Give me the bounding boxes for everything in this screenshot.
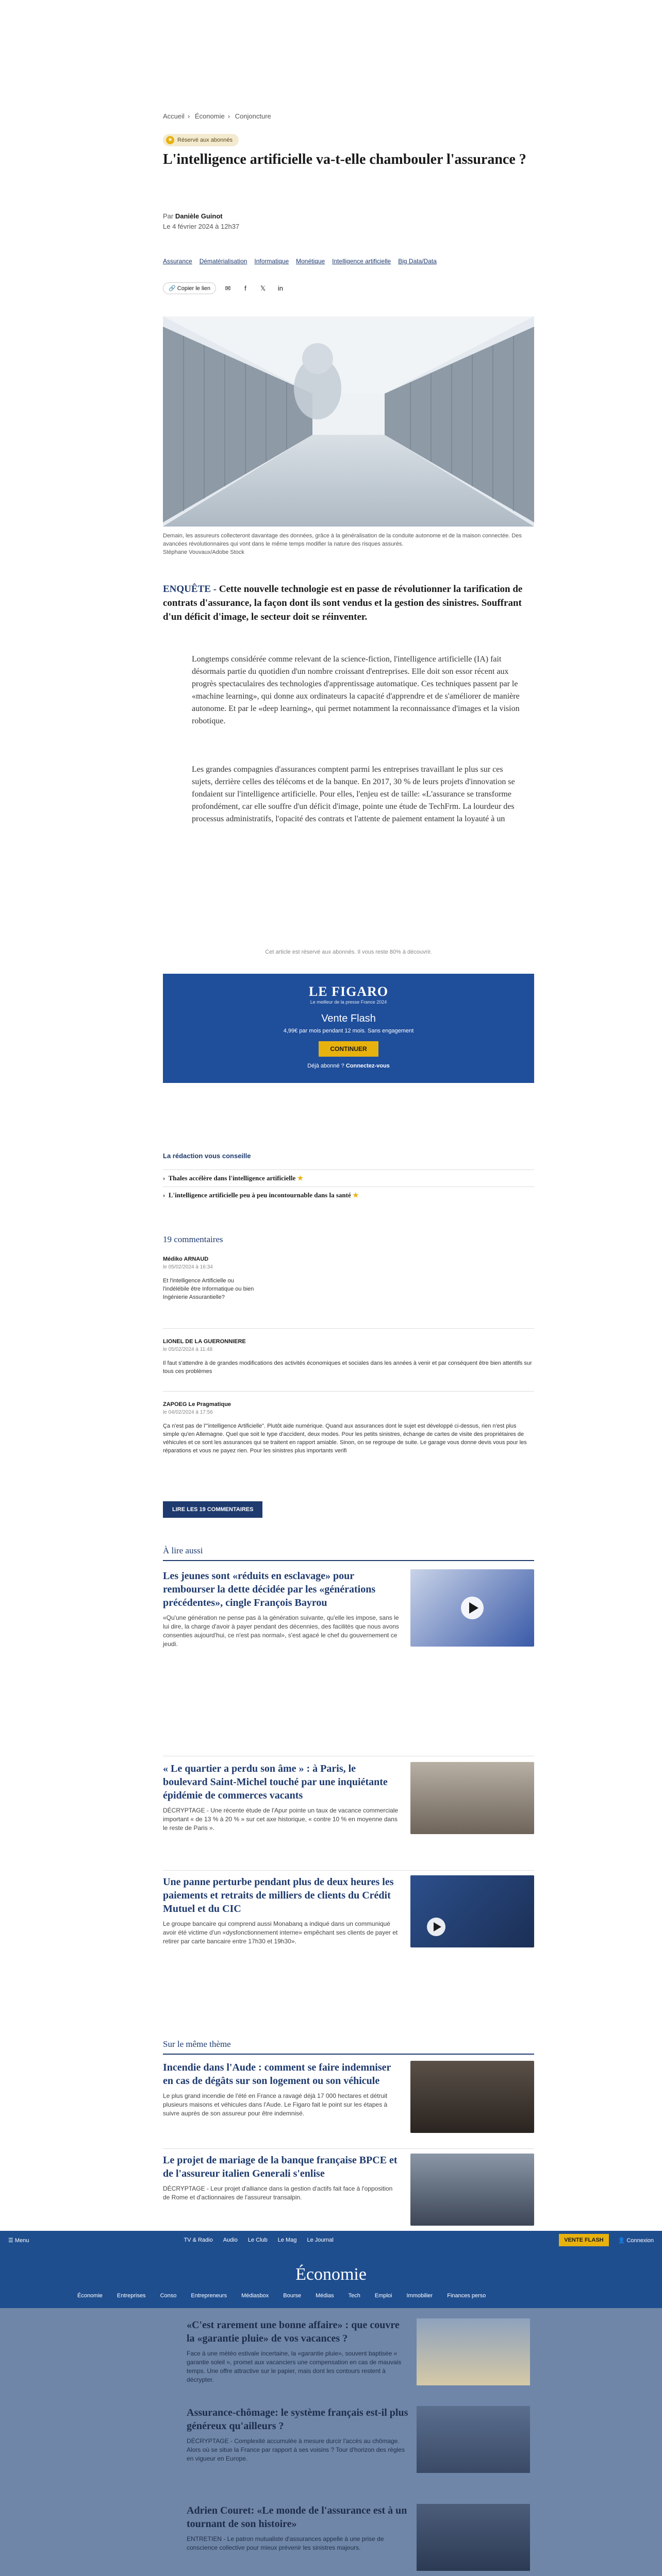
comment-author[interactable]: LIONEL DE LA GUERONNIERE bbox=[163, 1338, 246, 1345]
card-headline[interactable]: Adrien Couret: «Le monde de l'assurance est à un tournant de son histoire» bbox=[187, 2505, 407, 2530]
article-card[interactable] bbox=[187, 2504, 530, 2576]
breadcrumb: Accueil › Économie › Conjoncture bbox=[163, 112, 271, 120]
strip-link[interactable]: Le Mag bbox=[277, 2237, 297, 2243]
facebook-share-icon[interactable]: f bbox=[244, 284, 246, 292]
recommended-item[interactable]: › L'intelligence artificielle peu à peu incontournable dans la santé ★ bbox=[163, 1191, 359, 1199]
figaro-logo: LE FIGARO bbox=[308, 984, 389, 999]
offer-price: 4,99€ par mois pendant 12 mois. Sans engagement bbox=[283, 1028, 414, 1034]
image-caption: Demain, les assureurs collecteront davantage des données, grâce à la généralisation de la conduite autonome et de la maison connectée. Des avancées révolutionnaires qui vont dans le même temps modifier la nature des risques assurés. Stéphane Vouvaux/Adobe Stock bbox=[163, 533, 522, 555]
card-summary: DÉCRYPTAGE - Leur projet d'alliance dans la gestion d'actifs fait face à l'opposition de Rome et d'actionnaires de l'assureur transalpin. bbox=[163, 2185, 393, 2201]
menu-item[interactable]: Médias bbox=[316, 2293, 334, 2299]
breadcrumb-economie[interactable]: Économie bbox=[194, 112, 225, 120]
paywall-notice: Cet article est réservé aux abonnés. Il vous reste 80% à découvrir. bbox=[265, 949, 432, 955]
badge-label: Réservé aux abonnés bbox=[177, 137, 233, 143]
offer-title: Vente Flash bbox=[321, 1013, 376, 1024]
card-headline[interactable]: Incendie dans l'Aude : comment se faire indemniser en cas de dégâts sur son logement ou son véhicule bbox=[163, 2062, 391, 2087]
login-link[interactable]: Connectez-vous bbox=[345, 1063, 390, 1069]
menu-item[interactable]: Conso bbox=[160, 2293, 177, 2299]
article-title: L'intelligence artificielle va-t-elle chambouler l'assurance ? bbox=[163, 151, 526, 167]
breadcrumb-home[interactable]: Accueil bbox=[163, 112, 185, 120]
tag[interactable]: Informatique bbox=[254, 258, 289, 265]
card-summary: ENTRETIEN - Le patron mutualiste d'assurances appelle à une prise de conscience collective pour mieux prévenir les sinistres majeurs. bbox=[187, 2535, 384, 2551]
read-all-comments-button[interactable]: LIRE LES 19 COMMENTAIRES bbox=[163, 1501, 262, 1518]
email-share-icon[interactable]: ✉ bbox=[225, 284, 231, 292]
card-headline[interactable]: Les jeunes sont «réduits en esclavage» pour rembourser la dette décidée par les «générations précédentes», cingle François Bayrou bbox=[163, 1570, 376, 1608]
comment-date: le 04/02/2024 à 17:56 bbox=[163, 1410, 213, 1415]
byline: Par Danièle Guinot Le 4 février 2024 à 12h37 bbox=[163, 212, 240, 230]
linkedin-share-icon[interactable]: in bbox=[277, 284, 284, 292]
card-summary: DÉCRYPTAGE - Complexité accumulée à mesure durcir l'accès au chômage. Alors où se situe la France par rapport à ses voisins ? Tour d'horizon des règles en vigueur en Europe. bbox=[187, 2437, 405, 2462]
section-title: Économie bbox=[295, 2265, 367, 2284]
tag[interactable]: Big Data/Data bbox=[398, 258, 437, 265]
menu-item[interactable]: Entrepreneurs bbox=[191, 2293, 227, 2299]
strip-link[interactable]: TV & Radio bbox=[184, 2237, 213, 2243]
menu-item[interactable]: Entreprises bbox=[117, 2293, 146, 2299]
article-card[interactable] bbox=[163, 1875, 534, 1947]
article-paragraph: Les grandes compagnies d'assurances comptent parmi les entreprises travaillant le plus sur ces sujets, derrière celles des télécoms et de la banque. En 2017, 30 % de leurs projets d'innovation se fondaient sur l'intelligence artificielle. Pour elles, l'enjeu est de taille: «L'assurance se transforme profondément, car elle souffre d'un déficit d'image, pointe une étude de TechFrm. La lourdeur des processus administratifs, l'opacité des contrats et l'attente de paiement entament la loyauté à un bbox=[192, 765, 515, 823]
image-credit: Stéphane Vouvaux/Adobe Stock bbox=[163, 549, 244, 555]
card-image bbox=[410, 1875, 534, 1947]
strip-link[interactable]: Le Club bbox=[247, 2237, 268, 2243]
strip-link[interactable]: Le Journal bbox=[307, 2237, 334, 2243]
menu-item[interactable]: Emploi bbox=[374, 2293, 392, 2299]
strip-link[interactable]: Audio bbox=[223, 2237, 238, 2243]
play-icon bbox=[410, 1875, 534, 1947]
card-headline[interactable]: « Le quartier a perdu son âme » : à Paris, le boulevard Saint-Michel touché par une inquiétante épidémie de commerces vacants bbox=[163, 1763, 388, 1801]
card-image bbox=[410, 2061, 534, 2133]
article-card[interactable] bbox=[187, 2406, 530, 2478]
card-summary: «Qu'une génération ne pense pas à la génération suivante, qu'elle les impose, sans le lui dire, la charge d'avoir à payer pendant des décennies, des facilités que nous avons consenties aujourd'hui, ce n'est pas normal», s'est agacé le chef du gouvernement ce jeudi. bbox=[163, 1614, 399, 1648]
comment bbox=[163, 1400, 534, 1455]
article-paragraph: Longtemps considérée comme relevant de la science-fiction, l'intelligence artificielle (IA) fait désormais partie du quotidien d'un nombre croissant d'entreprises. Elle doit son essor récent aux progrès spectaculaires des technologies d'apprentissage automatique. Ces techniques passent par le «machine learning», qui donne aux ordinateurs la capacité d'apprendre et de s'améliorer de manière autonome. Et par le «deep learning», qui permet notamment la reconnaissance d'images et la vision robotique. bbox=[192, 655, 520, 725]
menu-item[interactable]: Économie bbox=[77, 2293, 103, 2299]
top-strip bbox=[0, 2231, 662, 2249]
subscriber-badge bbox=[163, 134, 239, 146]
same-topic-title: Sur le même thème bbox=[163, 2039, 231, 2049]
share-bar bbox=[163, 282, 534, 294]
card-image bbox=[410, 1762, 534, 1834]
menu-button[interactable]: ☰ Menu bbox=[8, 2237, 29, 2244]
divider bbox=[163, 2148, 534, 2149]
comments-title: 19 commentaires bbox=[163, 1234, 223, 1244]
article-card[interactable] bbox=[163, 1569, 534, 1647]
divider bbox=[163, 1560, 534, 1561]
article-card[interactable] bbox=[163, 1762, 534, 1834]
recommended-item[interactable]: › Thales accélère dans l'intelligence artificielle ★ bbox=[163, 1174, 304, 1182]
comment-date: le 05/02/2024 à 16:34 bbox=[163, 1264, 213, 1270]
star-icon: ★ bbox=[297, 1174, 304, 1182]
card-headline[interactable]: Assurance-chômage: le système français est-il plus généreux qu'ailleurs ? bbox=[187, 2407, 408, 2432]
card-image bbox=[410, 2154, 534, 2226]
card-headline[interactable]: Une panne perturbe pendant plus de deux heures les paiements et retraits de milliers de clients du Crédit Mutuel et du CIC bbox=[163, 1876, 394, 1914]
divider bbox=[163, 1870, 534, 1871]
recommended-title: La rédaction vous conseille bbox=[163, 1152, 251, 1160]
comment bbox=[163, 1255, 534, 1301]
comment-text: Et l'intelligence Artificielle ou l'indélébile être Informatique ou bien Ingénierie Assurantielle? bbox=[163, 1278, 254, 1300]
server-room-illustration bbox=[163, 316, 534, 527]
article-card[interactable] bbox=[187, 2318, 530, 2391]
account-button[interactable]: 👤 Connexion bbox=[618, 2237, 654, 2244]
hero-image bbox=[163, 316, 534, 527]
author-link[interactable]: Danièle Guinot bbox=[175, 212, 223, 220]
tag[interactable]: Intelligence artificielle bbox=[332, 258, 391, 265]
comment-text: Ça n'est pas de l'"intelligence Artificielle". Plutôt aide numérique. Quand aux assurances dont le sujet est développé ci-dessus, rien n'est plus simple qu'en Allemagne. Quel que soit le type d'accident, deux modes. Pour les petits sinistres, échange de cartes de visite des propriétaires de véhicules et ce sont les assurances qui se traitent en rapport amiable. Sinon, on se regroupe de suite. Le garage vous donne devis vous pour les réparations et vous ne payez rien. Pour les sinistres plus importants verifi bbox=[163, 1423, 527, 1454]
also-read-title: À lire aussi bbox=[163, 1546, 203, 1555]
comment-text: Il faut s'attendre à de grandes modifications des activités économiques et sociales dans les années à venir et par conséquent être bien attentifs sur tous ces problèmes bbox=[163, 1360, 532, 1375]
already-subscribed: Déjà abonné ? Connectez-vous bbox=[307, 1063, 390, 1069]
comment-author[interactable]: ZAPOEG Le Pragmatique bbox=[163, 1401, 231, 1408]
divider bbox=[163, 1391, 534, 1392]
card-summary: Le groupe bancaire qui comprend aussi Monabanq a indiqué dans un communiqué avoir été victime d'un «dysfonctionnement interne» empêchant ses clients de payer et retirer par carte bancaire entre 17h30 et 19h30». bbox=[163, 1920, 398, 1945]
menu-item[interactable]: Tech bbox=[348, 2293, 360, 2299]
recommended-list bbox=[163, 1170, 534, 1204]
comment bbox=[163, 1337, 534, 1376]
menu-item[interactable]: Immobilier bbox=[406, 2293, 433, 2299]
article-card[interactable] bbox=[163, 2061, 534, 2133]
play-icon bbox=[410, 1569, 534, 1647]
card-summary: Le plus grand incendie de l'été en France a ravagé déjà 17 000 hectares et détruit plusieurs maisons et véhicules dans l'Aude. Le Figaro fait le point sur les étapes à suivre auprès de son assureur pour être indemnisé. bbox=[163, 2092, 388, 2117]
breadcrumb-conjoncture[interactable]: Conjoncture bbox=[235, 112, 271, 120]
article-card[interactable] bbox=[163, 2154, 534, 2226]
card-image bbox=[410, 1569, 534, 1647]
lead-kicker: ENQUÊTE - bbox=[163, 584, 217, 595]
tag-list bbox=[163, 258, 534, 265]
card-summary: DÉCRYPTAGE - Une récente étude de l'Apur pointe un taux de vacance commerciale important « de 13 % à 20 % » sur cet axe historique, « contre 10 % en moyenne dans le reste de Paris ». bbox=[163, 1807, 399, 1832]
star-icon: ★ bbox=[352, 1191, 359, 1199]
subscription-box bbox=[163, 974, 534, 1083]
tag[interactable]: Monétique bbox=[296, 258, 325, 265]
subscribe-button[interactable]: VENTE FLASH bbox=[559, 2234, 608, 2246]
tag[interactable]: Assurance bbox=[163, 258, 192, 265]
divider bbox=[163, 1328, 534, 1329]
comment-date: le 05/02/2024 à 11:48 bbox=[163, 1347, 213, 1352]
paywall-fade bbox=[163, 850, 534, 891]
section-menu bbox=[77, 2293, 486, 2299]
x-share-icon[interactable]: 𝕏 bbox=[260, 284, 266, 292]
logo-subtitle: Le meilleur de la presse France 2024 bbox=[310, 999, 387, 1005]
copy-link-button[interactable]: 🔗 Copier le lien bbox=[163, 282, 216, 294]
menu-item[interactable]: Finances perso bbox=[447, 2293, 486, 2299]
lead-text: Cette nouvelle technologie est en passe de révolutionner la tarification de contrats d'assurance, la façon dont ils sont vendus et la gestion des sinistres. Souffrant d'un déficit d'image, le secteur doit se réinventer. bbox=[163, 584, 523, 622]
tag[interactable]: Dématérialisation bbox=[199, 258, 247, 265]
continue-button[interactable]: CONTINUER bbox=[319, 1041, 378, 1057]
card-image bbox=[417, 2318, 530, 2385]
publish-date: Le 4 février 2024 à 12h37 bbox=[163, 223, 240, 230]
menu-item[interactable]: Bourse bbox=[283, 2293, 302, 2299]
divider bbox=[163, 2054, 534, 2055]
comment-author[interactable]: Médiko ARNAUD bbox=[163, 1256, 209, 1262]
card-image bbox=[417, 2406, 530, 2473]
card-image bbox=[417, 2504, 530, 2571]
card-summary: Face à une météo estivale incertaine, la «garantie pluie», souvent baptisée « garantie soleil », promet aux vacanciers une compensation en cas de mauvais temps. Une offre attractive sur le papier, mais dont les contours restent à décrypter. bbox=[187, 2350, 402, 2383]
star-icon: ★ bbox=[166, 136, 174, 144]
card-headline[interactable]: Le projet de mariage de la banque française BPCE et de l'assureur italien Generali s'enlise bbox=[163, 2155, 398, 2179]
article-lead bbox=[163, 582, 534, 624]
card-headline[interactable]: «C'est rarement une bonne affaire» : que couvre la «garantie pluie» de vos vacances ? bbox=[187, 2319, 400, 2344]
menu-item[interactable]: Médiasbox bbox=[241, 2293, 269, 2299]
